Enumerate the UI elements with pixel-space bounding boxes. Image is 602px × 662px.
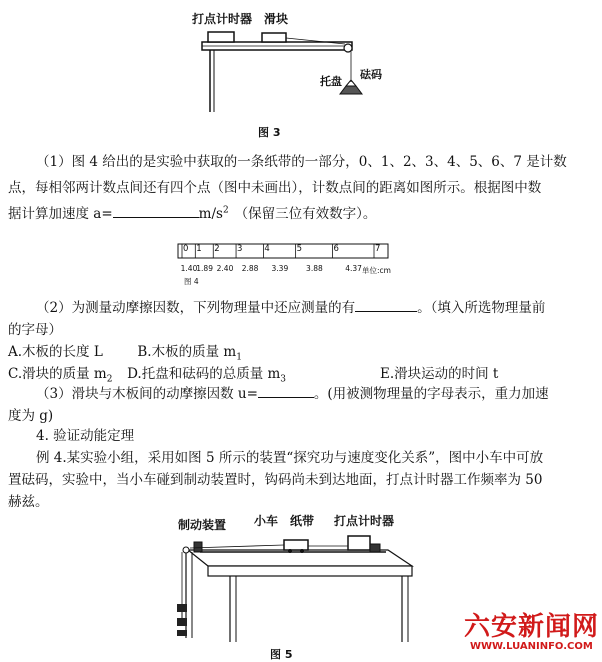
fig4-distance-label: 4.37 <box>345 264 362 273</box>
q3-line1 <box>36 382 549 402</box>
q2-options-row1 <box>8 340 242 363</box>
fig4-distance-label: 3.88 <box>306 264 323 273</box>
q2-option-b: B.木板的质量 m <box>137 344 237 360</box>
example4-line2: 置砝码，实验中，当小车碰到制动装置时，钩码尚未到达地面，打点计时器工作频率为 50 <box>8 472 543 488</box>
fig5-caption: 图 5 <box>270 648 293 661</box>
fig4-point-label: 6 <box>333 244 339 254</box>
fig4-distance-label: 2.40 <box>216 264 234 273</box>
q3-answer-blank[interactable] <box>258 383 314 398</box>
fig4-distance-label: 1.40 <box>180 264 198 273</box>
example4-line3: 赫兹。 <box>8 494 49 510</box>
fig4-point-label: 4 <box>264 244 270 254</box>
q1-answer-blank[interactable] <box>113 203 199 218</box>
example4-line1: 例 4.某实验小组，采用如图 5 所示的装置“探究功与速度变化关系”，图中小车中可放 <box>36 450 544 466</box>
figure-5 <box>150 508 420 660</box>
q3-line2: 度为 g) <box>8 408 54 424</box>
watermark-url: WWW.LUANINFO.COM <box>470 641 593 652</box>
fig3-label-weight: 砝码 <box>360 68 382 81</box>
fig4-point-label: 7 <box>375 244 381 254</box>
fig5-apparatus <box>150 508 420 648</box>
fig4-point-label: 1 <box>196 244 202 254</box>
fig4-point-label: 0 <box>183 244 189 254</box>
fig5-label-brake: 制动装置 <box>178 518 227 532</box>
fig4-distance-label: 3.39 <box>271 264 289 273</box>
fig4-point-label: 5 <box>296 244 303 254</box>
watermark-title: 六安新闻网 <box>464 612 600 642</box>
q2-suffix: 。（填入所选物理量前 <box>417 300 546 316</box>
fig4-tape <box>176 240 396 266</box>
q2-line2: 的字母） <box>8 322 62 338</box>
q2-option-d-sub: 3 <box>280 374 287 385</box>
fig5-label-cart: 小车 <box>254 514 279 528</box>
q2-option-e: E.滑块运动的时间 t <box>380 366 499 382</box>
q1-line2: 点，每相邻两计数点间还有四个点（图中未画出），计数点间的距离如图所示。根据图中数 <box>8 180 542 196</box>
q2-option-b-sub: 1 <box>236 352 242 363</box>
q1-unit: m/s <box>198 206 223 222</box>
q1-unit-sup: 2 <box>222 205 229 216</box>
fig3-label-tray: 托盘 <box>320 75 342 88</box>
watermark <box>464 606 600 658</box>
figure-4 <box>176 240 396 290</box>
q3-prefix: （3）滑块与木板间的动摩擦因数 u= <box>36 386 258 402</box>
q1-suffix: （保留三位有效数字）。 <box>234 206 377 222</box>
fig4-unit-label: 单位:cm <box>362 266 391 275</box>
fig3-caption: 图 3 <box>258 126 281 139</box>
fig4-distance-label: 2.88 <box>241 264 259 273</box>
q2-line1 <box>36 296 545 316</box>
fig5-label-timer: 打点计时器 <box>334 514 395 528</box>
q2-option-c: C.滑块的质量 m <box>8 366 107 382</box>
fig3-label-timer: 打点计时器 <box>192 12 253 26</box>
fig4-distance-label: 1.89 <box>196 264 213 273</box>
q2-option-d: D.托盘和砝码的总质量 m <box>127 366 281 382</box>
fig4-point-label: 3 <box>237 244 243 254</box>
fig4-caption: 图 4 <box>184 277 199 286</box>
fig3-label-slider: 滑块 <box>264 12 289 26</box>
q1-line3 <box>8 202 376 222</box>
q3-suffix: 。(用被测物理量的字母表示，重力加速 <box>313 386 549 402</box>
q2-option-c-sub: 2 <box>106 374 113 385</box>
q1-prefix: 据计算加速度 a= <box>8 206 113 222</box>
fig3-apparatus <box>180 0 400 120</box>
q1-line1: （1）图 4 给出的是实验中获取的一条纸带的一部分，0、1、2、3、4、5、6、7 是计数 <box>36 154 567 170</box>
q2-answer-blank[interactable] <box>355 297 417 312</box>
figure-3 <box>180 0 400 140</box>
q2-option-a: A.木板的长度 L <box>8 344 103 360</box>
section-4-title: 4. 验证动能定理 <box>36 428 135 444</box>
fig5-label-tape: 纸带 <box>290 514 315 528</box>
q2-prefix: （2）为测量动摩擦因数，下列物理量中还应测量的有 <box>36 300 356 316</box>
fig4-point-label: 2 <box>214 244 220 254</box>
